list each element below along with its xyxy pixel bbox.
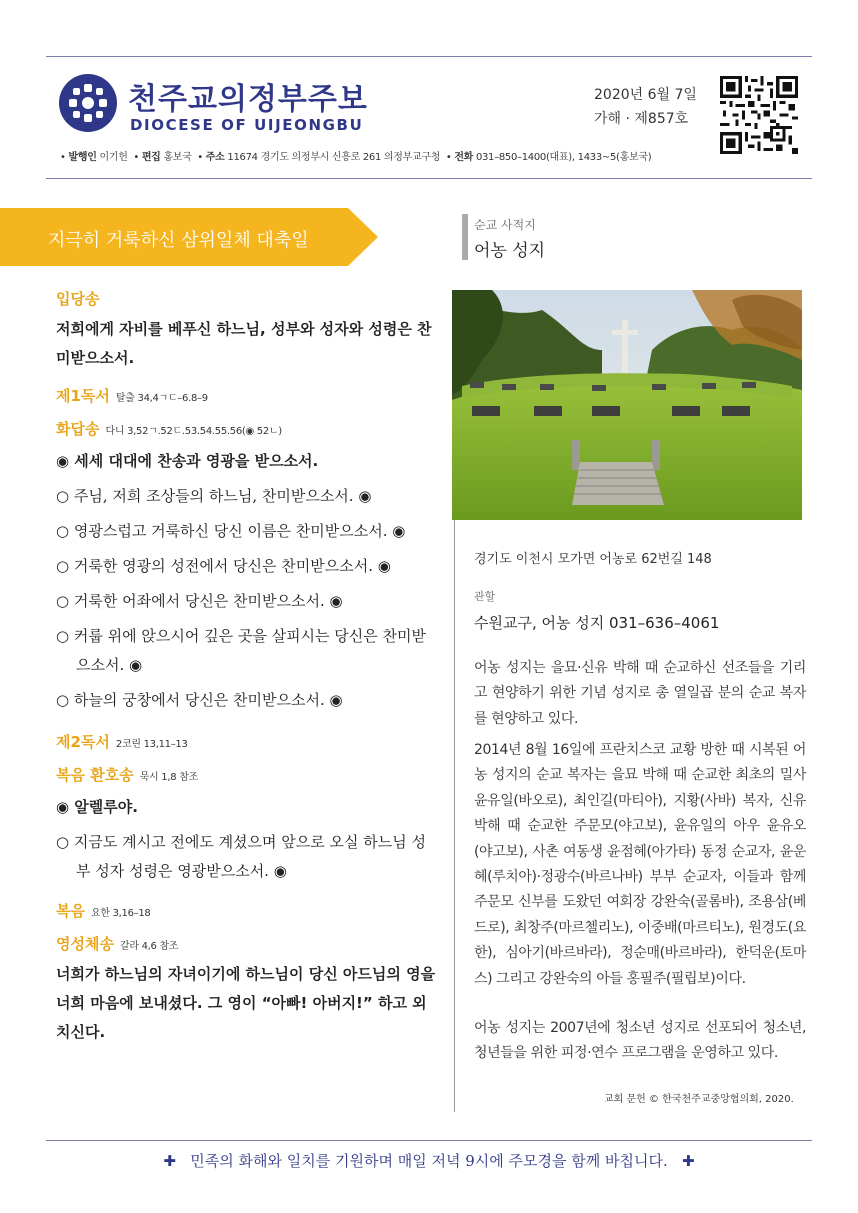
gospel-title: 복음 — [56, 902, 85, 920]
shrine-paragraph-1: 어농 성지는 을묘·신유 박해 때 순교하신 선조들을 기리고 현양하기 위한 기념 성지로 총 열일곱 분의 순교 복자를 현양하고 있다. — [474, 660, 806, 727]
shrine-category: 순교 사적지 — [474, 218, 536, 232]
psalm-ref: 다니 3,52ㄱ.52ㄷ.53.54.55.56(◉ 52ㄴ) — [105, 426, 282, 437]
entrance-text: 저희에게 자비를 베푸신 하느님, 성부와 성자와 성령은 찬미받으소서. — [56, 320, 432, 367]
diocese-logo-icon — [58, 73, 118, 133]
qr-code-icon[interactable] — [720, 76, 798, 154]
psalm-refrain: ◉ 세세 대대에 찬송과 영광을 받으소서. — [56, 452, 319, 470]
publisher-info: • 발행인 이기헌 • 편집 홍보국 • 주소 11674 경기도 의정부시 신흥로 261 의정부교구청 • 전화 031–850–1400(대표), 1433~5(홍보국) — [60, 152, 652, 163]
acclamation-verse: ○ 지금도 계시고 전에도 계셨으며 앞으로 오실 하느님 성부 성자 성령은 영광받으소서. ◉ — [56, 833, 427, 880]
cross-icon: ✚ — [163, 1152, 176, 1170]
reading2-heading — [56, 731, 436, 752]
psalm-heading — [56, 418, 436, 439]
gospel-ref: 요한 3,16–18 — [90, 908, 151, 919]
communion-heading — [56, 933, 436, 954]
liturgy-column — [56, 288, 436, 1047]
gospel-heading — [56, 900, 436, 921]
copyright-credit: 교회 문헌 © 한국천주교중앙협의회, 2020. — [604, 1094, 794, 1105]
psalm-verse: ○ 거룩한 영광의 성전에서 당신은 찬미받으소서. ◉ — [56, 557, 391, 575]
issue-number: 가해 · 제857호 — [594, 111, 689, 127]
footer-rule — [46, 1140, 812, 1141]
psalm-verse: ○ 커룹 위에 앉으시어 깊은 곳을 살피시는 당신은 찬미받으소서. ◉ — [56, 627, 427, 674]
psalm-title: 화답송 — [56, 420, 100, 438]
reading2-ref: 2코린 13,11–13 — [115, 739, 188, 750]
communion-title: 영성체송 — [56, 935, 114, 953]
psalm-verse: ○ 거룩한 어좌에서 당신은 찬미받으소서. ◉ — [56, 592, 343, 610]
brand-title: 천주교의정부주보 — [128, 82, 368, 117]
jurisdiction-label: 관할 — [474, 590, 496, 603]
reading2-title: 제2독서 — [56, 733, 110, 751]
top-rule — [46, 56, 812, 57]
psalm-verse: ○ 주님, 저희 조상들의 하느님, 찬미받으소서. ◉ — [56, 487, 372, 505]
section-marker — [462, 214, 468, 260]
psalm-verse: ○ 하늘의 궁창에서 당신은 찬미받으소서. ◉ — [56, 691, 343, 709]
cross-icon: ✚ — [682, 1152, 695, 1170]
reading1-ref: 탈출 34,4ㄱㄷ–6.8–9 — [115, 393, 208, 404]
shrine-photo — [452, 290, 802, 520]
acclamation-ref: 묵시 1,8 참조 — [139, 772, 198, 783]
feast-title: 지극히 거룩하신 삼위일체 대축일 — [48, 230, 309, 251]
shrine-address: 경기도 이천시 모가면 어농로 62번길 148 — [474, 552, 712, 567]
shrine-paragraph-2: 2014년 8월 16일에 프란치스코 교황 방한 때 시복된 어농 성지의 순교 복자는 을묘 박해 때 순교한 최초의 밀사 윤유일(바오로), 최인길(마티아), 지황(사바) 복자, 신유박해 때 순교한 주문모(야고보), 윤유일의 아우 윤유오(야고보), 사촌 여동생 윤점혜(아가타) 동정 순교자, 윤운혜(루치아)·정광수(바르나바) 부부 순교자, 이들과 함께 주문모 신부를 도왔던 여회장 강완숙(골롬바), 조용삼(베드로), 최창주(마르첼리노), 이중배(마르티노), 원경도(요한), 심아기(바르바라), 정순매(바르바라), 한덕운(토마스) 그리고 강완숙의 아들 홍필주(필립보)이다. — [474, 742, 806, 987]
feast-banner — [0, 208, 378, 266]
shrine-title: 어농 성지 — [474, 241, 546, 261]
entrance-title: 입당송 — [56, 290, 100, 308]
acclamation-heading — [56, 764, 436, 785]
brand-subtitle: DIOCESE OF UIJEONGBU — [130, 116, 364, 134]
reading1-title: 제1독서 — [56, 387, 110, 405]
reading1-heading — [56, 385, 436, 406]
jurisdiction-value: 수원교구, 어농 성지 031–636–4061 — [474, 614, 720, 632]
acclamation-refrain: ◉ 알렐루야. — [56, 798, 138, 816]
psalm-verse: ○ 영광스럽고 거룩하신 당신 이름은 찬미받으소서. ◉ — [56, 522, 406, 540]
acclamation-title: 복음 환호송 — [56, 766, 134, 784]
shrine-paragraph-3: 어농 성지는 2007년에 청소년 성지로 선포되어 청소년, 청년들을 위한 피정·연수 프로그램을 운영하고 있다. — [474, 1020, 806, 1062]
header-rule — [46, 178, 812, 179]
issue-date: 2020년 6월 7일 — [594, 87, 697, 103]
communion-text: 너희가 하느님의 자녀이기에 하느님이 당신 아드님의 영을 너희 마음에 보내셨다. 그 영이 “아빠! 아버지!” 하고 외치신다. — [56, 965, 436, 1041]
footer-text: 민족의 화해와 일치를 기원하며 매일 저녁 9시에 주모경을 함께 바칩니다. — [190, 1152, 668, 1170]
footer-prayer — [0, 1150, 858, 1171]
communion-ref: 갈라 4,6 참조 — [119, 941, 179, 952]
